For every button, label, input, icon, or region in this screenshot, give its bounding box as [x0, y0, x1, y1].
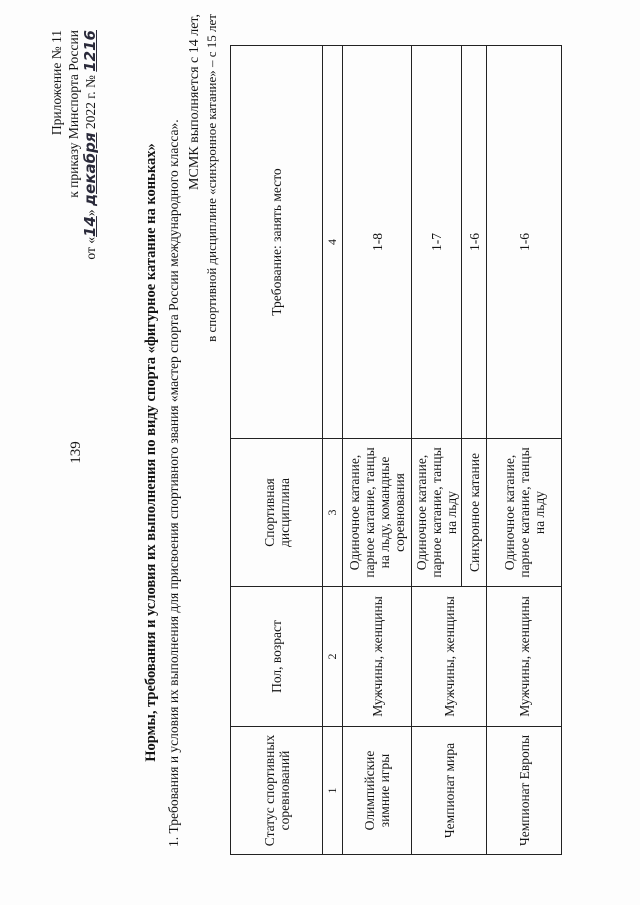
age-notes [186, 14, 220, 342]
index-cell: 2 [323, 587, 343, 727]
norms-table [230, 45, 562, 855]
index-cell: 4 [323, 46, 343, 439]
handwritten-order-number: 1216 [81, 30, 99, 72]
appendix-date-suffix: 2022 г. № [83, 71, 98, 133]
appendix-line2: к приказу Минспорта России [66, 30, 81, 198]
header-place: Требование: занять место [231, 46, 323, 439]
appendix-line1: Приложение № 11 [49, 30, 64, 136]
index-cell: 1 [323, 727, 343, 855]
appendix-date-mid: » [83, 205, 98, 217]
table-index-row [323, 46, 343, 855]
section-heading: 1. Требования и условия их выполнения для присвоения спортивного звания «мастер спорта России международного класса». [166, 119, 181, 847]
status-cell: Чемпионат мира [412, 727, 487, 855]
place-cell: 1-7 [412, 46, 462, 439]
appendix-block [48, 30, 99, 260]
table-header-row [231, 46, 323, 855]
discipline-cell: Синхронное катание [462, 439, 487, 587]
index-cell: 3 [323, 439, 343, 587]
gender-cell: Мужчины, женщины [412, 587, 487, 727]
document-title: Нормы, требования и условия их выполнения по виду спорта «фигурное катание на коньках» [143, 143, 159, 762]
handwritten-month: декабря [81, 132, 99, 206]
header-status: Статус спортивных соревнований [231, 727, 323, 855]
table-row [343, 46, 412, 855]
table-row [412, 46, 462, 855]
note-line1: МСМК выполняется с 14 лет, [187, 14, 202, 190]
header-discipline: Спортивная дисциплина [231, 439, 323, 587]
page-number: 139 [68, 441, 84, 464]
status-cell: Чемпионат Европы [487, 727, 562, 855]
appendix-date-prefix: от « [83, 236, 98, 260]
discipline-cell: Одиночное катание, парное катание, танцы на льду, командные соревнования [343, 439, 412, 587]
note-line2: в спортивной дисциплине «синхронное катание» – с 15 лет [204, 14, 219, 342]
appendix-line3 [82, 30, 99, 260]
gender-cell: Мужчины, женщины [487, 587, 562, 727]
place-cell: 1-6 [462, 46, 487, 439]
place-cell: 1-6 [487, 46, 562, 439]
status-cell: Олимпийские зимние игры [343, 727, 412, 855]
header-gender-age: Пол, возраст [231, 587, 323, 727]
discipline-cell: Одиночное катание, парное катание, танцы на льду [487, 439, 562, 587]
table-row [487, 46, 562, 855]
place-cell: 1-8 [343, 46, 412, 439]
handwritten-day: 14 [81, 216, 99, 237]
gender-cell: Мужчины, женщины [343, 587, 412, 727]
discipline-cell: Одиночное катание, парное катание, танцы на льду [412, 439, 462, 587]
